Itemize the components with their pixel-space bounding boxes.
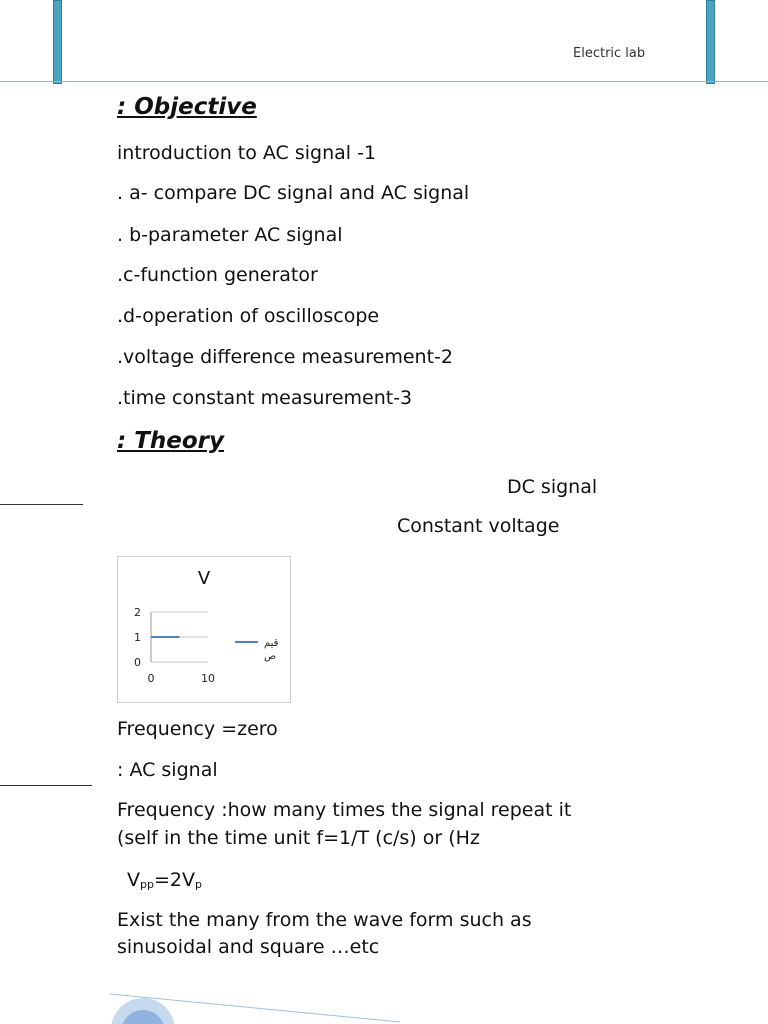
chart-y-tick-label: 0 xyxy=(134,656,141,669)
vpp-sub-p: p xyxy=(194,878,202,891)
objective-line: . a- compare DC signal and AC signal xyxy=(117,182,470,204)
objective-line: .voltage difference measurement-2 xyxy=(117,346,453,368)
frequency-definition-line2: (self in the time unit f=1/T (c/s) or (Hz xyxy=(117,827,480,849)
right-header-bar xyxy=(706,0,715,84)
chart-legend-label: قيم xyxy=(264,638,279,649)
frequency-definition-line1: Frequency :how many times the signal repeat it xyxy=(117,799,572,821)
objective-line: .time constant measurement-3 xyxy=(117,387,413,409)
ac-underline xyxy=(0,785,92,786)
chart-x-tick-label: 10 xyxy=(201,672,215,685)
constant-voltage-label: Constant voltage xyxy=(397,515,560,537)
objective-line: . b-parameter AC signal xyxy=(117,224,343,246)
chart-title: V xyxy=(197,568,211,589)
objective-heading: : Objective xyxy=(117,94,257,120)
left-header-bar xyxy=(53,0,62,84)
vpp-mid: =2V xyxy=(153,869,195,891)
vpp-formula xyxy=(127,869,202,891)
vpp-sub-pp: pp xyxy=(140,878,154,891)
objective-line: .d-operation of oscilloscope xyxy=(117,305,380,327)
footer-decoration xyxy=(0,990,768,1024)
dc-chart xyxy=(117,556,291,703)
exist-line2: sinusoidal and square …etc xyxy=(117,936,380,958)
chart-y-tick-label: 2 xyxy=(134,606,141,619)
frequency-zero: Frequency =zero xyxy=(117,718,278,740)
header-title: Electric lab xyxy=(573,46,646,61)
chart-x-tick-label: 0 xyxy=(147,672,155,685)
theory-heading: : Theory xyxy=(117,428,225,454)
objective-line: introduction to AC signal -1 xyxy=(117,142,377,164)
dc-signal-label: DC signal xyxy=(507,476,598,498)
chart-y-tick-label: 1 xyxy=(134,631,141,644)
exist-line1: Exist the many from the wave form such as xyxy=(117,909,532,931)
dc-underline xyxy=(0,504,83,505)
vpp-v: V xyxy=(127,869,140,891)
chart-legend-label: ص xyxy=(264,651,277,662)
dc-chart-svg xyxy=(118,557,290,702)
header-rule xyxy=(0,81,768,82)
objective-line: .c-function generator xyxy=(117,264,318,286)
ac-signal-label: : AC signal xyxy=(117,759,218,781)
